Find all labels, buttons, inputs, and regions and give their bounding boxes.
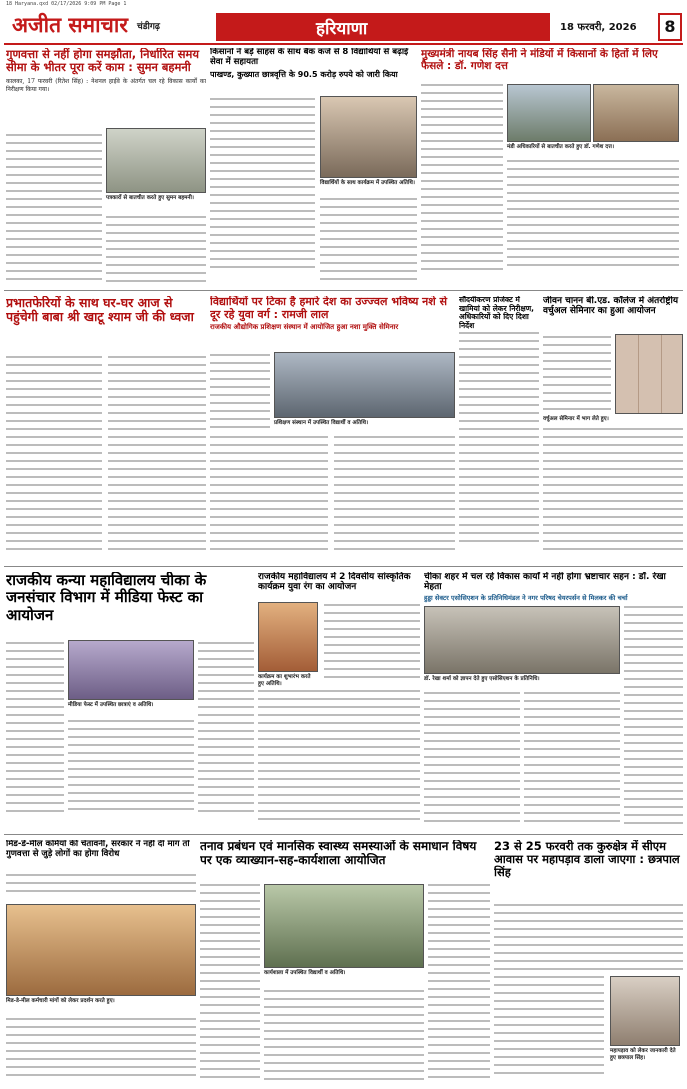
story-chhatrapal-singh bbox=[494, 840, 683, 1086]
headline: विद्यार्थियों पर टिका है हमारे देश का उज्ज्वल भविष्य नशे से दूर रहे युवा वर्ग : रामजी लाल bbox=[210, 296, 447, 321]
headline: प्रभातफेरियों के साथ घर-घर आज से पहुंचेगी बाबा श्री खाटू श्याम जी की ध्वजा bbox=[6, 296, 194, 325]
story-ganesh-dutt bbox=[421, 48, 683, 288]
headline: किसानों ने बड़े साहस के साथ बैंक कर्ज से 8 विद्यार्थियों से बढ़ाई सेवा में सहायता bbox=[210, 48, 409, 67]
section-title: हरियाणा bbox=[316, 19, 368, 39]
story-stress-workshop bbox=[200, 840, 490, 1086]
headline: जीवन चानन बी.एड. कॉलेज में अंतर्राष्ट्रीय वर्चुअल सेमिनार का हुआ आयोजन bbox=[543, 296, 679, 317]
photo-caption: विद्यार्थियों के साथ कार्यक्रम में उपस्थित अतिथि। bbox=[320, 180, 415, 186]
photo-caption: महापड़ाव को लेकर जानकारी देते हुए छत्रपाल सिंह। bbox=[610, 1048, 676, 1061]
story-mid-day-meal bbox=[6, 840, 196, 1086]
story-rekha-mehta bbox=[424, 572, 683, 832]
news-photo-2 bbox=[593, 84, 679, 142]
headline: राजकीय कन्या महाविद्यालय चीका के जनसंचार विभाग में मीडिया फेस्ट का आयोजन bbox=[6, 572, 207, 624]
photo-caption: डॉ. रेखा शर्मा को ज्ञापन देते हुए एसोसिएशन के प्रतिनिधि। bbox=[424, 676, 540, 682]
news-photo bbox=[6, 904, 196, 996]
headline: तनाव प्रबंधन एवं मानसिक स्वास्थ्य समस्याओं के समाधान विषय पर एक व्याख्यान-सह-कार्यशाला आयोजित bbox=[200, 840, 477, 867]
news-photo bbox=[274, 352, 455, 418]
photo-caption: कार्यक्रम का शुभारंभ करते हुए अतिथि। bbox=[258, 674, 311, 687]
news-photo bbox=[615, 334, 683, 414]
photo-caption: कार्यशाला में उपस्थित विद्यार्थी व अतिथि। bbox=[264, 970, 346, 976]
edition-city: चंडीगढ़ bbox=[137, 22, 160, 32]
news-photo bbox=[320, 96, 417, 178]
story-media-fest bbox=[6, 572, 254, 832]
photo-caption: मंडी अधिकारियों से बातचीत करते हुए डॉ. गणेश दत्त। bbox=[507, 144, 615, 150]
subheadline: पाखण्ड, कुख्यात छात्रवृत्ति के 90.5 करोड़ रुपये को जारी किया bbox=[210, 69, 398, 79]
portrait-photo bbox=[610, 976, 680, 1046]
news-photo bbox=[507, 84, 591, 142]
story-khatu-shyam bbox=[6, 296, 206, 564]
headline: 23 से 25 फरवरी तक कुरुक्षेत्र में सीएम आवास पर महापड़ाव डाला जाएगा : छत्रपाल सिंह bbox=[494, 840, 680, 880]
page-meta-line: 18 Haryana.qxd 02/17/2026 9:09 PM Page 1 bbox=[6, 1, 127, 7]
news-photo bbox=[264, 884, 424, 968]
story-suman-bahmani bbox=[6, 48, 206, 288]
story-virtual-seminar bbox=[543, 296, 683, 564]
story-scholarship bbox=[210, 48, 417, 288]
news-photo bbox=[106, 128, 206, 193]
photo-caption: पत्रकारों से बातचीत करते हुए सुमन बहमनी। bbox=[106, 195, 194, 201]
story-yuva-rang bbox=[258, 572, 420, 832]
page-number: 8 bbox=[658, 13, 682, 41]
section-bar bbox=[216, 13, 550, 41]
subheadline: हुड्डा सेक्टर एसोसिएशन के प्रतिनिधिमंडल ने नगर परिषद चेयरपर्सन से मिलकर की चर्चा bbox=[424, 593, 628, 602]
headline: चीका शहर में चल रहे विकास कार्यों में नहीं होगा भ्रष्टाचार सहन : डॉ. रेखा मेहता bbox=[424, 572, 666, 593]
photo-caption: मीडिया फेस्ट में उपस्थित छात्राएं व अतिथि। bbox=[68, 702, 154, 708]
story-ramji-lal bbox=[210, 296, 455, 564]
headline: राजकीय महाविद्यालय में 2 दिवसीय सांस्कृतिक कार्यक्रम युवा रंग का आयोजन bbox=[258, 572, 411, 593]
headline: गुणवत्ता से नहीं होगा समझौता, निर्धारित समय सीमा के भीतर पूरा करें काम : सुमन बहमनी bbox=[6, 48, 200, 75]
photo-caption: मिड-डे-मील कर्मचारी मांगों को लेकर प्रदर्शन करते हुए। bbox=[6, 998, 115, 1004]
issue-date: 18 फरवरी, 2026 bbox=[560, 22, 637, 33]
news-photo bbox=[258, 602, 318, 672]
subheadline: राजकीय औद्योगिक प्रशिक्षण संस्थान में आयोजित हुआ नशा मुक्ति सेमिनार bbox=[210, 323, 399, 332]
dateline: कालका, 17 फरवरी (रितेश सिंह) : नेशनल हाईवे के अंतर्गत चल रहे विकास कार्यों का निरीक्षण किया गया। bbox=[6, 78, 206, 94]
headline: मिड-डे-मील कर्मियों की चेतावनी, सरकार ने नहीं दी मांग तो गुणवत्ता से जुड़े लोगों का होगा विरोध bbox=[6, 840, 190, 859]
news-photo bbox=[68, 640, 194, 700]
headline: मुख्यमंत्री नायब सिंह सैनी ने मंडियों में किसानों के हितों में लिए फैसले : डॉ. गणेश दत्त bbox=[421, 48, 658, 73]
newspaper-logo: अजीत समाचार bbox=[12, 12, 128, 37]
headline: सौंदर्यीकरण प्रोजेक्ट में खामियां को लेकर निरीक्षण, अधिकारियों को दिए दिशा निर्देश bbox=[459, 296, 535, 330]
photo-caption: प्रशिक्षण संस्थान में उपस्थित विद्यार्थी व अतिथि। bbox=[274, 420, 369, 426]
news-photo bbox=[424, 606, 620, 674]
masthead bbox=[4, 9, 683, 45]
photo-caption: वर्चुअल सेमिनार में भाग लेते हुए। bbox=[543, 416, 609, 422]
story-beautification bbox=[459, 296, 539, 564]
